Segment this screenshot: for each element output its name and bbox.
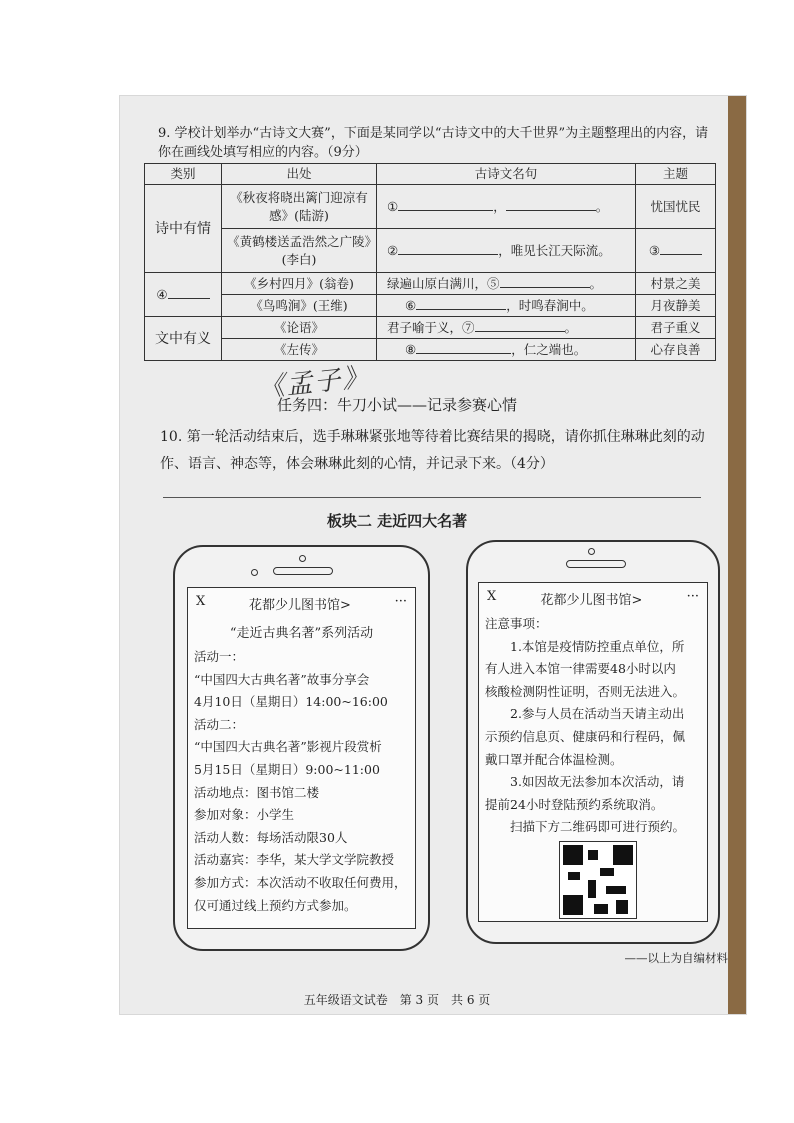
punct: 。 bbox=[595, 199, 609, 214]
phone-screen bbox=[478, 582, 708, 922]
question-9: 9. 学校计划举办“古诗文大赛”，下面是某同学以“古诗文中的大千世界”为主题整理出的内容，请你在画线处填写相应的内容。（9分） bbox=[158, 126, 709, 160]
text-line: 1.本馆是疫情防控重点单位，所 bbox=[485, 638, 685, 654]
text-line: 核酸检测阴性证明，否则无法进入。 bbox=[485, 683, 686, 699]
poem-table bbox=[144, 163, 716, 361]
text-line: 2.参与人员在活动当天请主动出 bbox=[485, 706, 685, 722]
text-line: 活动嘉宾：李华，某大学文学院教授 bbox=[194, 852, 395, 868]
question-10: 10. 第一轮活动结束后，选手琳琳紧张地等待着比赛结果的揭晓，请你抓住琳琳此刻的动作、语言、神态等，体会琳琳此刻的心情，并记录下来。（4分） bbox=[160, 429, 705, 472]
text-line: 参加方式：本次活动不收取任何费用， bbox=[194, 874, 407, 890]
blank-7[interactable] bbox=[475, 318, 565, 332]
task-4-heading: 任务四：牛刀小试——记录参赛心情 bbox=[276, 396, 517, 414]
theme-cell: 忧国忧民 bbox=[636, 185, 716, 229]
activity-details bbox=[194, 646, 416, 917]
theme-cell: 君子重义 bbox=[636, 317, 716, 339]
page-footer: 五年级语文试卷 第 3 页 共 6 页 bbox=[303, 993, 491, 1007]
punct: ， bbox=[493, 199, 506, 214]
text-line: 示预约信息页、健康码和行程码，佩 bbox=[485, 728, 686, 744]
header-category: 类别 bbox=[145, 164, 222, 185]
qr-code[interactable] bbox=[559, 841, 637, 919]
punct: 。 bbox=[564, 320, 578, 335]
text-line: 活动地点：图书馆二楼 bbox=[194, 784, 320, 800]
theme-cell: 心存良善 bbox=[636, 339, 716, 361]
header-theme: 主题 bbox=[636, 164, 716, 185]
text-line: 有人进入本馆一律需要48小时以内 bbox=[485, 661, 676, 677]
source-cell: 《秋夜将晓出篱门迎凉有感》(陆游) bbox=[222, 185, 377, 229]
text-line: 3.如因故无法参加本次活动，请 bbox=[485, 774, 685, 790]
line-cell bbox=[377, 317, 636, 339]
text-line: 5月15日（星期日）9:00~11:00 bbox=[194, 761, 380, 777]
phone-left bbox=[173, 545, 430, 951]
text-line: “中国四大古典名著”影视片段赏析 bbox=[194, 739, 382, 755]
source-cell: 《论语》 bbox=[222, 317, 377, 339]
text-line: 注意事项： bbox=[485, 616, 548, 631]
answer-line bbox=[163, 497, 701, 498]
blank-number: ② bbox=[387, 243, 399, 258]
text-line: 仅可通过线上预约方式参加。 bbox=[194, 897, 357, 913]
text-line: 活动二： bbox=[194, 716, 245, 732]
theme-cell bbox=[636, 229, 716, 273]
theme-cell: 月夜静美 bbox=[636, 295, 716, 317]
text-line: 提前24小时登陆预约系统取消。 bbox=[485, 796, 664, 812]
source-cell: 《黄鹤楼送孟浩然之广陵》(李白) bbox=[222, 229, 377, 273]
more-icon[interactable]: ··· bbox=[686, 589, 699, 604]
blank-8[interactable] bbox=[416, 340, 511, 354]
line-text: ，唯见长江天际流。 bbox=[498, 243, 611, 258]
notice-details bbox=[485, 613, 705, 839]
blank-number: ④ bbox=[156, 287, 168, 302]
app-title[interactable]: 花都少儿图书馆> bbox=[248, 598, 351, 613]
more-icon[interactable]: ··· bbox=[394, 594, 407, 609]
app-header bbox=[487, 589, 699, 608]
source-cell: 《乡村四月》(翁卷) bbox=[222, 273, 377, 295]
line-cell bbox=[377, 185, 636, 229]
category-blank bbox=[145, 273, 222, 317]
line-text: 绿遍山原白满川，⑤ bbox=[387, 276, 500, 291]
blank-1b[interactable] bbox=[506, 197, 596, 211]
text-line: 扫描下方二维码即可进行预约。 bbox=[485, 819, 686, 835]
blank-number: ③ bbox=[648, 243, 661, 258]
category-poetry: 诗中有情 bbox=[145, 185, 222, 273]
source-cell: 《左传》 bbox=[222, 339, 377, 361]
punct: 。 bbox=[589, 276, 603, 291]
source-cell: 《鸟鸣涧》(王维) bbox=[222, 295, 377, 317]
close-button[interactable]: X bbox=[196, 594, 206, 609]
header-source: 出处 bbox=[222, 164, 377, 185]
blank-4[interactable] bbox=[168, 285, 210, 299]
blank-3[interactable] bbox=[660, 241, 702, 255]
blank-number: ⑥ bbox=[405, 298, 417, 313]
blank-5[interactable] bbox=[500, 274, 590, 288]
phone-speaker bbox=[566, 560, 626, 568]
phone-speaker bbox=[273, 567, 333, 575]
phone-camera bbox=[251, 569, 258, 576]
blank-6[interactable] bbox=[416, 296, 506, 310]
line-text: ，时鸣春涧中。 bbox=[506, 298, 594, 313]
text-line: 参加对象：小学生 bbox=[194, 807, 295, 823]
handwritten-answer: 《孟子》 bbox=[257, 362, 372, 404]
text-line: 4月10日（星期日）14:00~16:00 bbox=[194, 694, 388, 710]
category-prose: 文中有义 bbox=[145, 317, 222, 361]
text-line: 戴口罩并配合体温检测。 bbox=[485, 751, 623, 767]
text-line: 活动一： bbox=[194, 649, 245, 664]
blank-number: ⑧ bbox=[405, 342, 417, 357]
theme-cell: 村景之美 bbox=[636, 273, 716, 295]
activity-title: “走近古典名著”系列活动 bbox=[229, 626, 374, 641]
block-2-heading: 板块二 走近四大名著 bbox=[326, 512, 468, 530]
text-line: 活动人数：每场活动限30人 bbox=[194, 829, 348, 845]
text-line: “中国四大古典名著”故事分享会 bbox=[194, 671, 370, 687]
phone-camera bbox=[588, 548, 595, 555]
phone-camera bbox=[299, 555, 306, 562]
line-cell bbox=[377, 229, 636, 273]
line-cell bbox=[377, 339, 636, 361]
line-text: ，仁之端也。 bbox=[511, 342, 587, 357]
line-cell bbox=[377, 295, 636, 317]
blank-number: ① bbox=[387, 199, 399, 214]
line-cell bbox=[377, 273, 636, 295]
phone-right bbox=[466, 540, 720, 944]
header-line: 古诗文名句 bbox=[377, 164, 636, 185]
footnote: ——以上为自编材料 bbox=[624, 951, 728, 965]
close-button[interactable]: X bbox=[487, 589, 497, 604]
table-edge bbox=[728, 96, 746, 1014]
app-title[interactable]: 花都少儿图书馆> bbox=[540, 593, 643, 608]
line-text: 君子喻于义，⑦ bbox=[387, 320, 475, 335]
blank-1a[interactable] bbox=[398, 197, 493, 211]
app-header bbox=[196, 594, 407, 613]
phone-screen bbox=[187, 587, 416, 929]
blank-2[interactable] bbox=[398, 241, 498, 255]
